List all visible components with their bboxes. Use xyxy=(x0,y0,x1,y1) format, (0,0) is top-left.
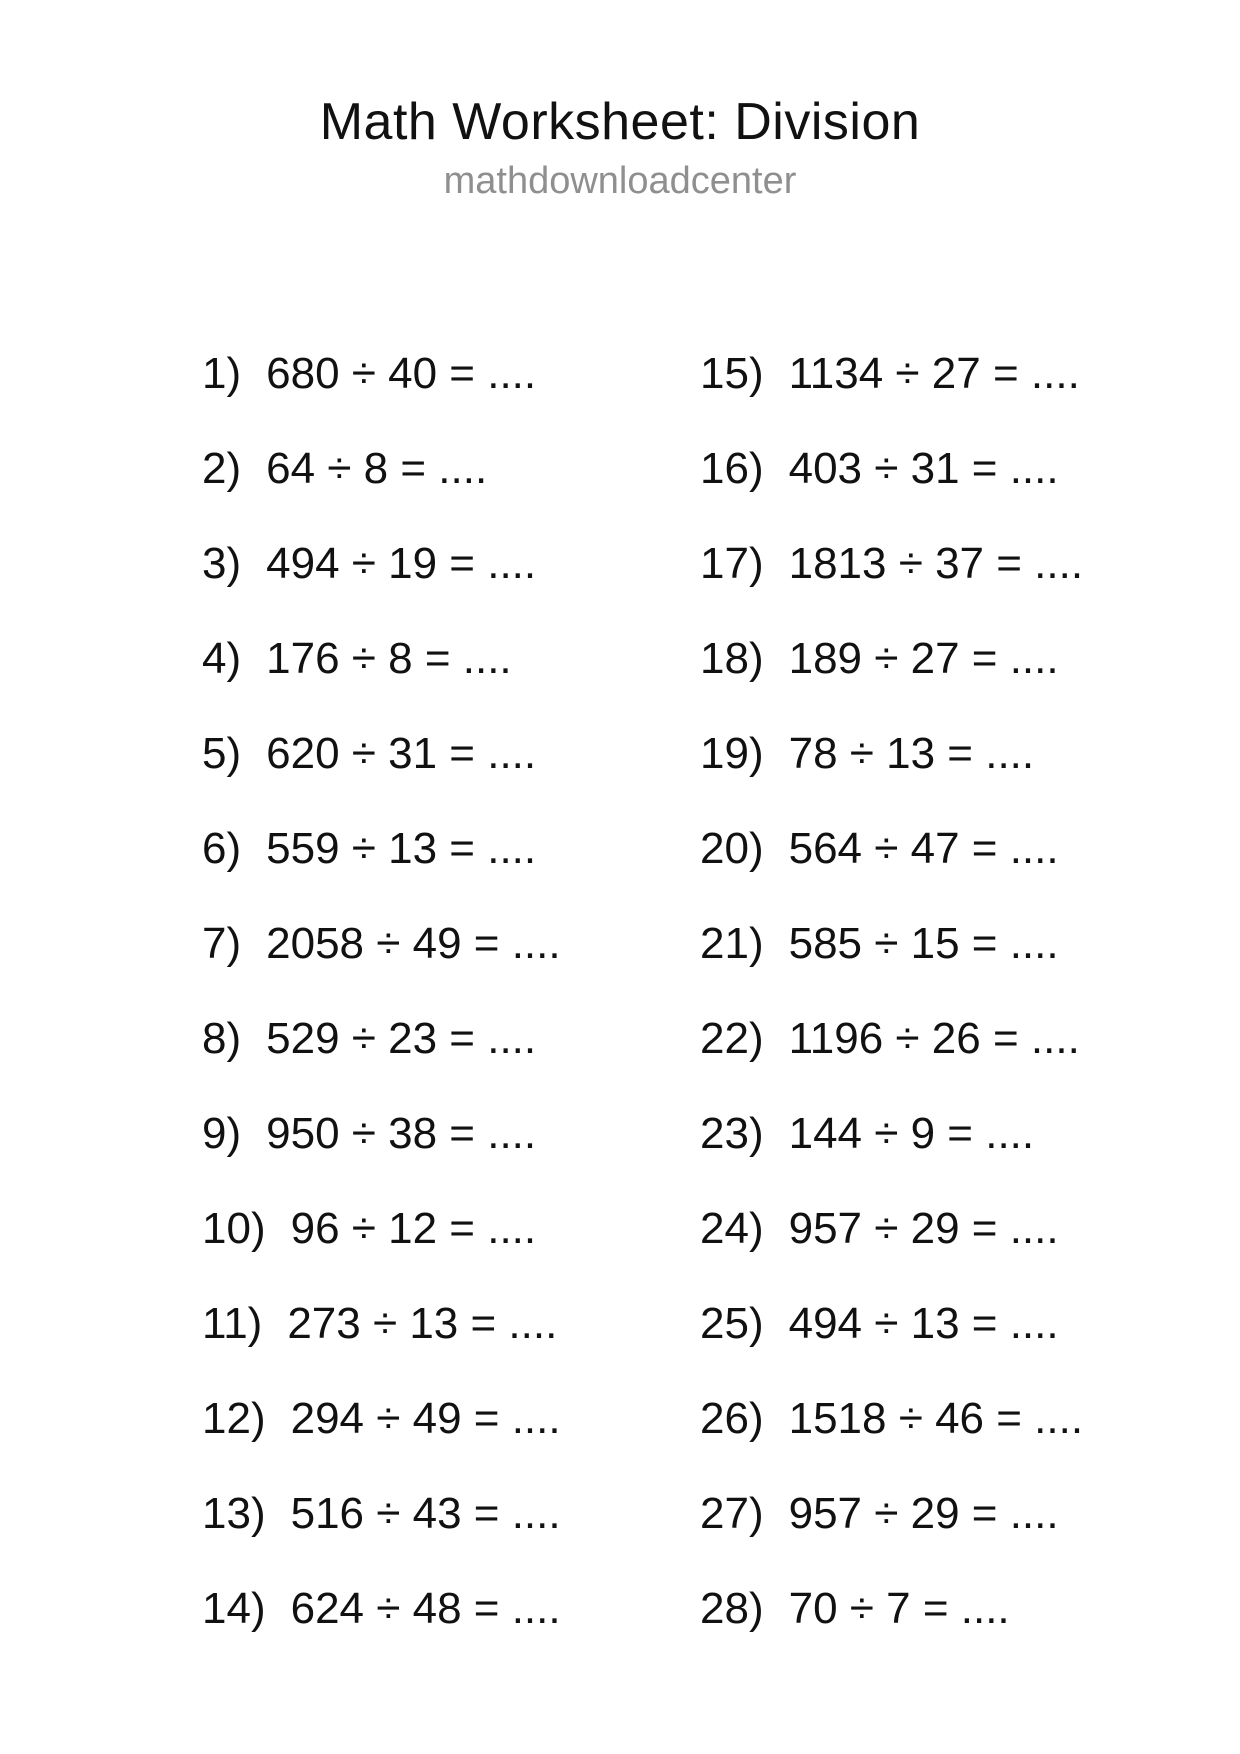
problem-number: 25) xyxy=(700,1298,764,1348)
problem-expression: 950 ÷ 38 = .... xyxy=(266,1108,537,1158)
problem-row xyxy=(202,706,672,801)
problem-row xyxy=(700,326,1170,421)
problems-column-right xyxy=(700,326,1170,1656)
problem-expression: 1134 ÷ 27 = .... xyxy=(788,348,1080,398)
problem-number: 27) xyxy=(700,1488,764,1538)
problem-number: 3) xyxy=(202,538,242,588)
problem-number: 9) xyxy=(202,1108,242,1158)
problem-expression: 624 ÷ 48 = .... xyxy=(290,1583,561,1633)
problem-expression: 70 ÷ 7 = .... xyxy=(788,1583,1010,1633)
problem-row xyxy=(700,1086,1170,1181)
problem-number: 24) xyxy=(700,1203,764,1253)
problem-number: 7) xyxy=(202,918,242,968)
problem-row xyxy=(700,611,1170,706)
problem-expression: 176 ÷ 8 = .... xyxy=(266,633,512,683)
problem-row xyxy=(202,1276,672,1371)
problem-row xyxy=(700,706,1170,801)
problem-expression: 144 ÷ 9 = .... xyxy=(788,1108,1035,1158)
problem-row xyxy=(202,421,672,516)
problem-number: 2) xyxy=(202,443,242,493)
problem-number: 1) xyxy=(202,348,242,398)
problem-expression: 957 ÷ 29 = .... xyxy=(788,1488,1059,1538)
problem-expression: 494 ÷ 13 = .... xyxy=(788,1298,1059,1348)
problem-number: 19) xyxy=(700,728,764,778)
page-title: Math Worksheet: Division xyxy=(319,93,921,151)
problem-row xyxy=(202,1466,672,1561)
problem-expression: 585 ÷ 15 = .... xyxy=(788,918,1059,968)
problem-number: 23) xyxy=(700,1108,764,1158)
problem-expression: 96 ÷ 12 = .... xyxy=(290,1203,537,1253)
problem-expression: 1813 ÷ 37 = .... xyxy=(788,538,1084,588)
problems-column-left xyxy=(202,326,672,1656)
problem-row xyxy=(700,1561,1170,1656)
problem-row xyxy=(202,896,672,991)
problem-row xyxy=(202,516,672,611)
problem-expression: 957 ÷ 29 = .... xyxy=(788,1203,1059,1253)
problem-row xyxy=(202,801,672,896)
problem-expression: 680 ÷ 40 = .... xyxy=(266,348,537,398)
page-subtitle: mathdownloadcenter xyxy=(443,160,797,202)
problem-row xyxy=(700,1466,1170,1561)
problem-number: 8) xyxy=(202,1013,242,1063)
problem-number: 16) xyxy=(700,443,764,493)
problem-row xyxy=(202,1371,672,1466)
problem-expression: 559 ÷ 13 = .... xyxy=(266,823,537,873)
problem-number: 18) xyxy=(700,633,764,683)
problem-expression: 1518 ÷ 46 = .... xyxy=(788,1393,1084,1443)
problem-number: 14) xyxy=(202,1583,266,1633)
problem-number: 15) xyxy=(700,348,764,398)
problem-row xyxy=(700,421,1170,516)
problem-expression: 494 ÷ 19 = .... xyxy=(266,538,537,588)
problem-number: 22) xyxy=(700,1013,764,1063)
problem-row xyxy=(202,1086,672,1181)
problem-expression: 294 ÷ 49 = .... xyxy=(290,1393,561,1443)
problem-expression: 64 ÷ 8 = .... xyxy=(266,443,488,493)
problem-expression: 273 ÷ 13 = .... xyxy=(287,1298,558,1348)
problem-number: 10) xyxy=(202,1203,266,1253)
problem-expression: 516 ÷ 43 = .... xyxy=(290,1488,561,1538)
problem-number: 20) xyxy=(700,823,764,873)
problem-expression: 189 ÷ 27 = .... xyxy=(788,633,1059,683)
problem-row xyxy=(700,896,1170,991)
problem-row xyxy=(700,1371,1170,1466)
problem-expression: 2058 ÷ 49 = .... xyxy=(266,918,561,968)
problem-number: 11) xyxy=(202,1298,263,1348)
problem-number: 6) xyxy=(202,823,242,873)
problem-row xyxy=(700,801,1170,896)
problem-number: 17) xyxy=(700,538,764,588)
problem-row xyxy=(700,516,1170,611)
problem-number: 21) xyxy=(700,918,764,968)
problem-row xyxy=(700,1276,1170,1371)
problem-row xyxy=(700,991,1170,1086)
problem-row xyxy=(202,991,672,1086)
problem-row xyxy=(202,326,672,421)
problem-row xyxy=(202,1561,672,1656)
problem-row xyxy=(202,1181,672,1276)
problem-number: 28) xyxy=(700,1583,764,1633)
problem-expression: 403 ÷ 31 = .... xyxy=(788,443,1059,493)
problem-row xyxy=(700,1181,1170,1276)
problem-number: 12) xyxy=(202,1393,266,1443)
problem-number: 4) xyxy=(202,633,242,683)
problem-row xyxy=(202,611,672,706)
problem-number: 13) xyxy=(202,1488,266,1538)
problem-number: 26) xyxy=(700,1393,764,1443)
problem-expression: 529 ÷ 23 = .... xyxy=(266,1013,537,1063)
problem-number: 5) xyxy=(202,728,242,778)
problem-expression: 1196 ÷ 26 = .... xyxy=(788,1013,1080,1063)
problem-expression: 78 ÷ 13 = .... xyxy=(788,728,1035,778)
problem-expression: 620 ÷ 31 = .... xyxy=(266,728,537,778)
problem-expression: 564 ÷ 47 = .... xyxy=(788,823,1059,873)
